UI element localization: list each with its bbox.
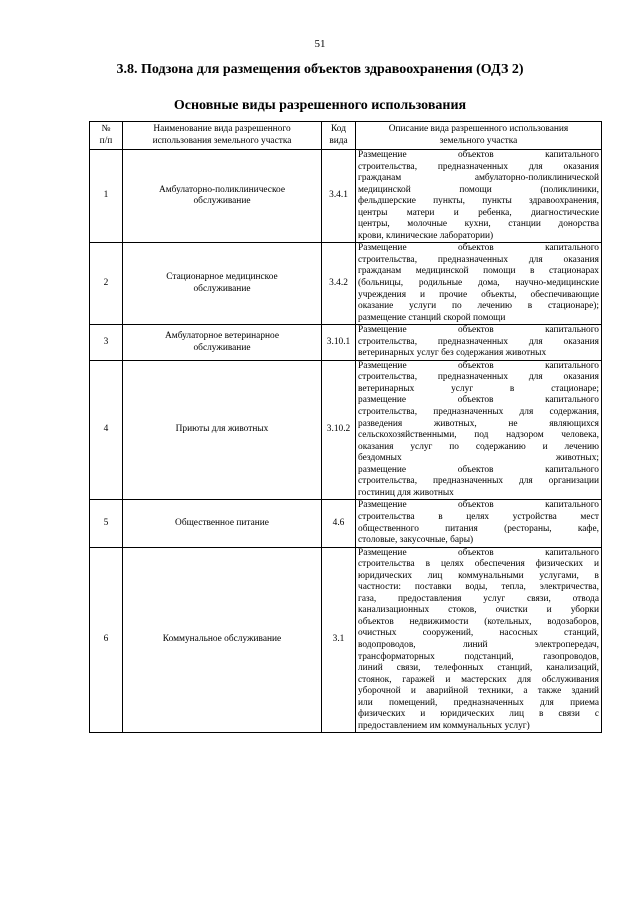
description-line: уборочной и аварийной техники, а также зданий (358, 686, 599, 697)
description-line: строительства в целях устройства мест (358, 511, 599, 522)
description-line: гражданам амбулаторно-поликлинической (358, 173, 599, 184)
description-line: ветеринарных услуг без содержания животных (358, 348, 547, 359)
description-line: Размещение объектов капитального (358, 500, 599, 511)
use-name-line: Стационарное медицинское (166, 272, 278, 283)
row-number: 5 (90, 500, 123, 547)
header-name-line1: Наименование вида разрешенного (153, 123, 291, 134)
description-line: общественного питания (рестораны, кафе, (358, 523, 599, 534)
description-line: сельскохозяйственными, под надзором человека, (358, 430, 599, 441)
row-use-name (123, 500, 322, 547)
row-code: 3.1 (322, 547, 356, 733)
description-line: канализационных стоков, очистки и уборки (358, 605, 599, 616)
description-line: очистных сооружений, насосных станций, (358, 628, 599, 639)
description-line: строительства, предназначенных для оказания (358, 161, 599, 172)
description-line: ветеринарных услуг в стационаре; (358, 383, 599, 394)
row-use-name (123, 360, 322, 500)
header-number-line2: п/п (99, 135, 113, 146)
description-line: физических и юридических лиц в связи с (358, 709, 599, 720)
description-line: строительства, предназначенных для содержания, (358, 407, 599, 418)
description-line: строительства, предназначенных для оказания (358, 336, 599, 347)
header-code (322, 122, 356, 150)
description-line: размещение объектов капитального (358, 395, 599, 406)
row-description (356, 500, 602, 547)
description-line: строительства, предназначенных для оказания (358, 372, 599, 383)
page-number: 51 (314, 38, 326, 50)
row-description (356, 360, 602, 500)
row-description (356, 325, 602, 361)
description-line: столовые, закусочные, бары) (358, 535, 474, 546)
header-number (90, 122, 123, 150)
description-line: разведения животных, не являющихся (358, 418, 599, 429)
description-line: строительства, предназначенных для организации (358, 476, 599, 487)
table-row (90, 360, 602, 500)
use-name-line: Коммунальное обслуживание (162, 634, 282, 645)
description-line: юридических лиц коммунальными услугами, в (358, 570, 599, 581)
description-line: (больницы, родильные дома, научно-медицинские (358, 278, 599, 289)
use-name-line: обслуживание (193, 196, 251, 207)
description-line: Размещение объектов капитального (358, 360, 599, 371)
description-line: медицинской помощи (поликлиники, (358, 184, 599, 195)
row-description (356, 547, 602, 733)
table-row (90, 547, 602, 733)
description-line: Размещение объектов капитального (358, 325, 599, 336)
table-row (90, 243, 602, 325)
description-line: предоставлением им коммунальных услуг) (358, 720, 530, 731)
header-name-line2: использования земельного участка (152, 135, 292, 146)
table-row (90, 500, 602, 547)
description-line: размещение станций скорой помощи (358, 312, 506, 323)
description-line: Размещение объектов капитального (358, 150, 599, 160)
description-line: крови, клинические лаборатории) (358, 230, 494, 241)
description-line: стоянок, гаражей и мастерских для обслуживания (358, 674, 599, 685)
table-header-row (90, 122, 602, 150)
description-line: учреждения и прочие объекты, обеспечивающие (358, 289, 599, 300)
table-row (90, 325, 602, 361)
header-code-line1: Код (331, 123, 346, 134)
description-line: центры матери и ребенка, диагностические (358, 207, 599, 218)
use-name-line: Приюты для животных (175, 424, 269, 435)
description-line: или помещений, предназначенных для приема (358, 697, 599, 708)
row-description (356, 243, 602, 325)
description-line: водопроводов, линий электропередач, (358, 639, 599, 650)
row-number: 1 (90, 150, 123, 243)
description-line: линий связи, телефонных станций, канализаций, (358, 663, 599, 674)
row-code: 3.4.1 (322, 150, 356, 243)
description-line: строительства в целях обеспечения физических и (358, 559, 599, 570)
table-body (90, 150, 602, 733)
row-number: 4 (90, 360, 123, 500)
header-code-line2: вида (329, 135, 348, 146)
land-use-table (89, 121, 602, 733)
row-number: 2 (90, 243, 123, 325)
description-line: трансформаторных подстанций, газопроводов, (358, 651, 599, 662)
description-line: частности: поставки воды, тепла, электричества, (358, 582, 599, 593)
description-line: оказание услуги по лечению в стационаре); (358, 301, 599, 312)
description-line: центры, молочные кухни, станции донорства (358, 219, 599, 230)
use-name-line: Общественное питание (175, 517, 269, 528)
row-number: 6 (90, 547, 123, 733)
header-number-line1: № (101, 123, 111, 134)
header-description-line1: Описание вида разрешенного использования (388, 123, 569, 134)
row-use-name (123, 150, 322, 243)
row-use-name (123, 243, 322, 325)
description-line: гражданам медицинской помощи в стационарах (358, 266, 599, 277)
header-name (123, 122, 322, 150)
row-number: 3 (90, 325, 123, 361)
use-name-line: Амбулаторное ветеринарное (165, 330, 279, 341)
description-line: Размещение объектов капитального (358, 243, 599, 254)
header-description-line2: земельного участка (439, 135, 518, 146)
header-description (356, 122, 602, 150)
description-line: Размещение объектов капитального (358, 547, 599, 558)
row-description (356, 150, 602, 243)
table-title: Основные виды разрешенного использования (173, 98, 467, 113)
description-line: объектов недвижимости (котельных, водозаборов, (358, 616, 599, 627)
description-line: оказания услуг по содержанию и лечению (358, 441, 599, 452)
description-line: фельдшерские пункты, пункты здравоохранения, (358, 196, 599, 207)
description-line: строительства, предназначенных для оказания (358, 254, 599, 265)
description-line: гостиниц для животных (358, 487, 454, 498)
description-line: газа, предоставления услуг связи, отвода (358, 593, 599, 604)
description-line: размещение объектов капитального (358, 464, 599, 475)
row-use-name (123, 547, 322, 733)
use-name-line: Амбулаторно-поликлиническое (158, 184, 286, 195)
use-name-line: обслуживание (193, 283, 251, 294)
row-use-name (123, 325, 322, 361)
row-code: 3.10.1 (322, 325, 356, 361)
description-line: бездомных животных; (358, 453, 599, 464)
row-code: 3.10.2 (322, 360, 356, 500)
table-row (90, 150, 602, 243)
row-code: 3.4.2 (322, 243, 356, 325)
use-name-line: обслуживание (193, 342, 251, 353)
row-code: 4.6 (322, 500, 356, 547)
section-title: 3.8. Подзона для размещения объектов здравоохранения (ОДЗ 2) (116, 62, 524, 77)
